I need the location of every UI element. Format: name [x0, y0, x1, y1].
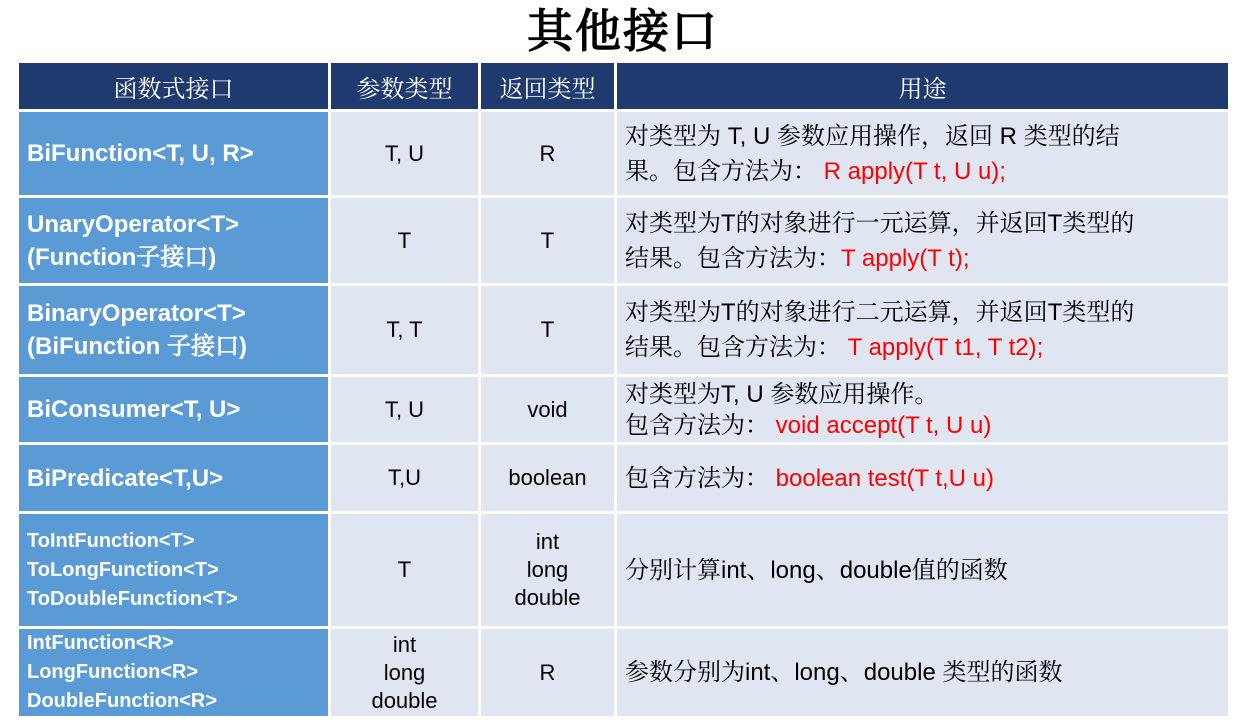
table-row — [18, 444, 1230, 513]
usage-method-line — [625, 330, 1222, 365]
usage-cell — [616, 444, 1230, 513]
param-type: T, U — [384, 140, 425, 166]
return-type: int — [535, 529, 560, 554]
interface-name: IntFunction<R> — [27, 632, 174, 654]
interface-name: ToIntFunction<T> — [27, 529, 195, 552]
usage-cell — [616, 285, 1230, 376]
usage-text: 分别计算int、long、double值的函数 — [625, 556, 1008, 584]
usage-method-prefix: 包含方法为： — [625, 411, 776, 439]
usage-cell — [616, 628, 1230, 718]
param-type: int — [392, 631, 417, 657]
table-row — [18, 513, 1230, 628]
header-usage: 用途 — [616, 62, 1230, 111]
usage-method-line — [625, 410, 1222, 441]
functional-interface-table — [16, 60, 1231, 719]
interface-name-cell — [18, 513, 330, 628]
interface-name-note: (BiFunction 子接口) — [27, 333, 247, 360]
interface-name: BinaryOperator<T> — [27, 300, 246, 327]
usage-cell — [616, 513, 1230, 628]
param-type: long — [383, 659, 426, 685]
usage-cell — [616, 376, 1230, 444]
param-type: double — [371, 687, 438, 713]
table-row — [18, 628, 1230, 718]
interface-name-cell — [18, 111, 330, 197]
method-signature: R apply(T t, U u); — [823, 157, 1006, 185]
table-row — [18, 111, 1230, 197]
return-type: boolean — [508, 465, 587, 490]
interface-name-cell — [18, 444, 330, 513]
return-type-cell — [480, 444, 616, 513]
table-row — [18, 197, 1230, 285]
header-interface: 函数式接口 — [18, 62, 330, 111]
return-type: R — [539, 659, 556, 685]
usage-text: 对类型为T的对象进行二元运算，并返回T类型的 — [625, 299, 1135, 326]
usage-text: 对类型为T的对象进行一元运算，并返回T类型的 — [625, 209, 1135, 237]
interface-name-note: (Function子接口) — [27, 243, 217, 271]
interface-name: LongFunction<R> — [27, 661, 199, 683]
param-type: T,U — [388, 465, 421, 490]
usage-text: 对类型为T, U 参数应用操作。 — [625, 380, 939, 408]
usage-cell — [616, 111, 1230, 197]
interface-name-cell — [18, 628, 330, 718]
param-type-cell — [330, 628, 480, 718]
interface-name-cell — [18, 285, 330, 376]
interface-name: BiFunction<T, U, R> — [27, 140, 254, 167]
interface-name: ToLongFunction<T> — [27, 558, 219, 581]
param-type-cell — [330, 444, 480, 513]
usage-method-prefix: 结果。包含方法为： — [625, 334, 848, 361]
return-type: long — [526, 557, 569, 582]
table-row — [18, 285, 1230, 376]
param-type: T, T — [386, 317, 423, 342]
param-type-cell — [330, 197, 480, 285]
return-type: T — [540, 227, 555, 253]
param-type: T — [397, 557, 412, 582]
param-type-cell — [330, 111, 480, 197]
interface-name-cell — [18, 197, 330, 285]
usage-method-line — [625, 461, 1222, 496]
interface-name: DoubleFunction<R> — [27, 690, 217, 712]
usage-text: 对类型为 T, U 参数应用操作，返回 R 类型的结 — [625, 122, 1120, 150]
return-type-cell — [480, 285, 616, 376]
param-type: T — [397, 227, 412, 253]
return-type-cell — [480, 628, 616, 718]
usage-method-line — [625, 154, 1222, 189]
param-type-cell — [330, 285, 480, 376]
interface-name: BiPredicate<T,U> — [27, 464, 224, 492]
usage-method-prefix: 结果。包含方法为： — [625, 244, 841, 272]
param-type: T, U — [384, 396, 425, 422]
return-type-cell — [480, 513, 616, 628]
return-type: double — [514, 585, 581, 610]
return-type-cell — [480, 376, 616, 444]
usage-method-prefix: 果。包含方法为： — [625, 157, 824, 185]
method-signature: T apply(T t1, T t2); — [847, 334, 1044, 361]
header-return-type: 返回类型 — [480, 62, 616, 111]
page-title: 其他接口 — [527, 4, 719, 58]
usage-text: 参数分别为int、long、double 类型的函数 — [625, 659, 1063, 686]
interface-name: UnaryOperator<T> — [27, 210, 240, 238]
method-signature: void accept(T t, U u) — [775, 411, 992, 439]
usage-method-line — [625, 241, 1222, 276]
usage-method-prefix: 包含方法为： — [625, 464, 776, 492]
return-type: void — [527, 396, 568, 422]
table-row — [18, 376, 1230, 444]
interface-name-cell — [18, 376, 330, 444]
return-type: R — [539, 140, 556, 166]
interface-name: BiConsumer<T, U> — [27, 396, 241, 423]
table-header-row — [18, 62, 1230, 111]
param-type-cell — [330, 513, 480, 628]
usage-cell — [616, 197, 1230, 285]
interface-name: ToDoubleFunction<T> — [27, 587, 238, 610]
return-type-cell — [480, 111, 616, 197]
method-signature: T apply(T t); — [841, 244, 970, 272]
header-param-type: 参数类型 — [330, 62, 480, 111]
param-type-cell — [330, 376, 480, 444]
method-signature: boolean test(T t,U u) — [775, 464, 995, 492]
return-type: T — [540, 317, 555, 342]
return-type-cell — [480, 197, 616, 285]
